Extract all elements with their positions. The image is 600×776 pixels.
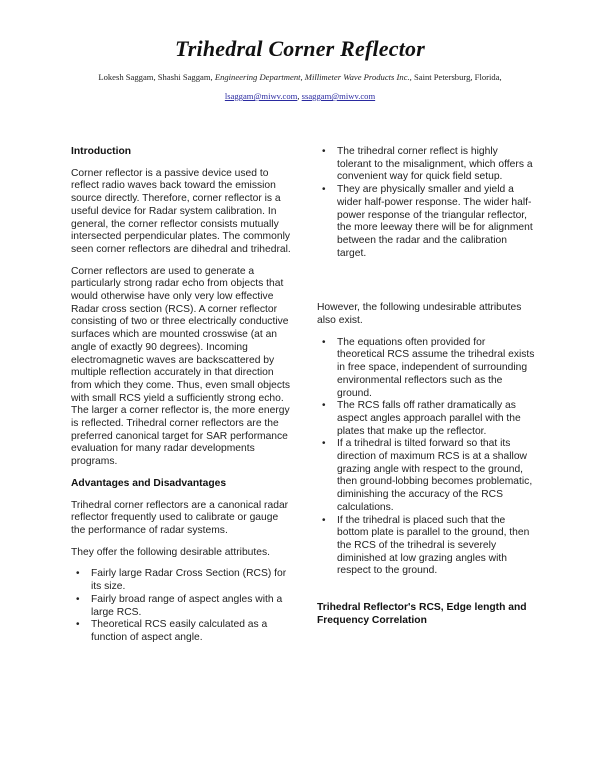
- list-item: • The equations often provided for theoretical RCS assume the trihedral exists in free space, independent of surrounding environmental reflectors such as the ground.: [317, 337, 535, 401]
- email-separator: ,: [297, 91, 300, 101]
- list-item: • The RCS falls off rather dramatically as aspect angles approach parallel with the plates that make up the reflector.: [317, 400, 535, 438]
- disadvantages-list: [317, 337, 535, 578]
- section-heading-introduction: Introduction: [71, 146, 132, 157]
- author-line: [0, 72, 600, 82]
- section-heading-advantages: Advantages and Disadvantages: [71, 477, 227, 489]
- intro-paragraph-1: Corner reflector is a passive device used to reflect radio waves back toward the emission source directly. Therefore, corner reflector is a useful device for Radar system calibration. In general, the corner reflector consists mutually intersected perpendicular plates. The commonly seen corner reflectors are dihedral and trihedral.: [71, 167, 291, 255]
- advantages-paragraph-1: Trihedral corner reflectors are a canonical radar reflector frequently used to calibrate or gauge the performance of radar systems.: [71, 499, 289, 536]
- left-column: [71, 146, 293, 645]
- email-link-lsaggam[interactable]: lsaggam@miwv.com: [224, 91, 298, 101]
- email-link-ssaggam[interactable]: ssaggam@miwv.com: [301, 91, 376, 101]
- advantages-list-continued: [317, 146, 535, 260]
- list-item: • If the trihedral is placed such that the bottom plate is parallel to the ground, then the RCS of the trihedral is severely diminished at low grazing angles with respect to the ground.: [317, 515, 535, 579]
- advantages-list: [71, 568, 293, 644]
- author-location: Saint Petersburg, Florida,: [413, 72, 502, 82]
- paper-title: Trihedral Corner Reflector: [174, 36, 426, 61]
- right-column: [317, 146, 535, 628]
- section-heading-rcs-correlation: Trihedral Reflector's RCS, Edge length and Frequency Correlation: [317, 602, 527, 626]
- intro-paragraph-2: Corner reflectors are used to generate a particularly strong radar echo from objects that would otherwise have only very low effective Radar cross section (RCS). A corner reflector consisting of two or three electrically conductive surfaces which are mounted crosswise (at an angle of exactly 90 degrees). Incoming electromagnetic waves are backscattered by multiple reflection accurately in that direction from which they come. Thus, even small objects with small RCS yield a sufficiently strong echo. The larger a corner reflector is, the more energy is reflected. Trihedral corner reflectors are the preferred canonical target for SAR performance evaluation for many radar developments programs.: [71, 265, 290, 468]
- list-item: • Theoretical RCS easily calculated as a function of aspect angle.: [71, 619, 293, 644]
- list-item: • The trihedral corner reflect is highly tolerant to the misalignment, which offers a convenient way for quick field setup.: [317, 146, 535, 184]
- advantages-paragraph-2: They offer the following desirable attributes.: [71, 546, 270, 558]
- list-item: • If a trihedral is tilted forward so that its direction of maximum RCS is at a shallow grazing angle with respect to the ground, then ground-lobbing becomes problematic, diminishing the accuracy of the RCS calculations.: [317, 438, 535, 514]
- list-item: • They are physically smaller and yield a wider half-power response. The wider half-power response of the triangular reflector, the more leeway there will be for alignment between the radar and the calibration target.: [317, 184, 535, 260]
- list-item: • Fairly broad range of aspect angles with a large RCS.: [71, 594, 293, 619]
- list-item: • Fairly large Radar Cross Section (RCS) for its size.: [71, 568, 293, 593]
- email-line: [0, 91, 600, 101]
- author-names: Lokesh Saggam, Shashi Saggam,: [98, 72, 213, 82]
- author-affiliation: Engineering Department, Millimeter Wave Products Inc.,: [214, 72, 412, 82]
- disadvantages-intro-paragraph: However, the following undesirable attributes also exist.: [317, 302, 522, 327]
